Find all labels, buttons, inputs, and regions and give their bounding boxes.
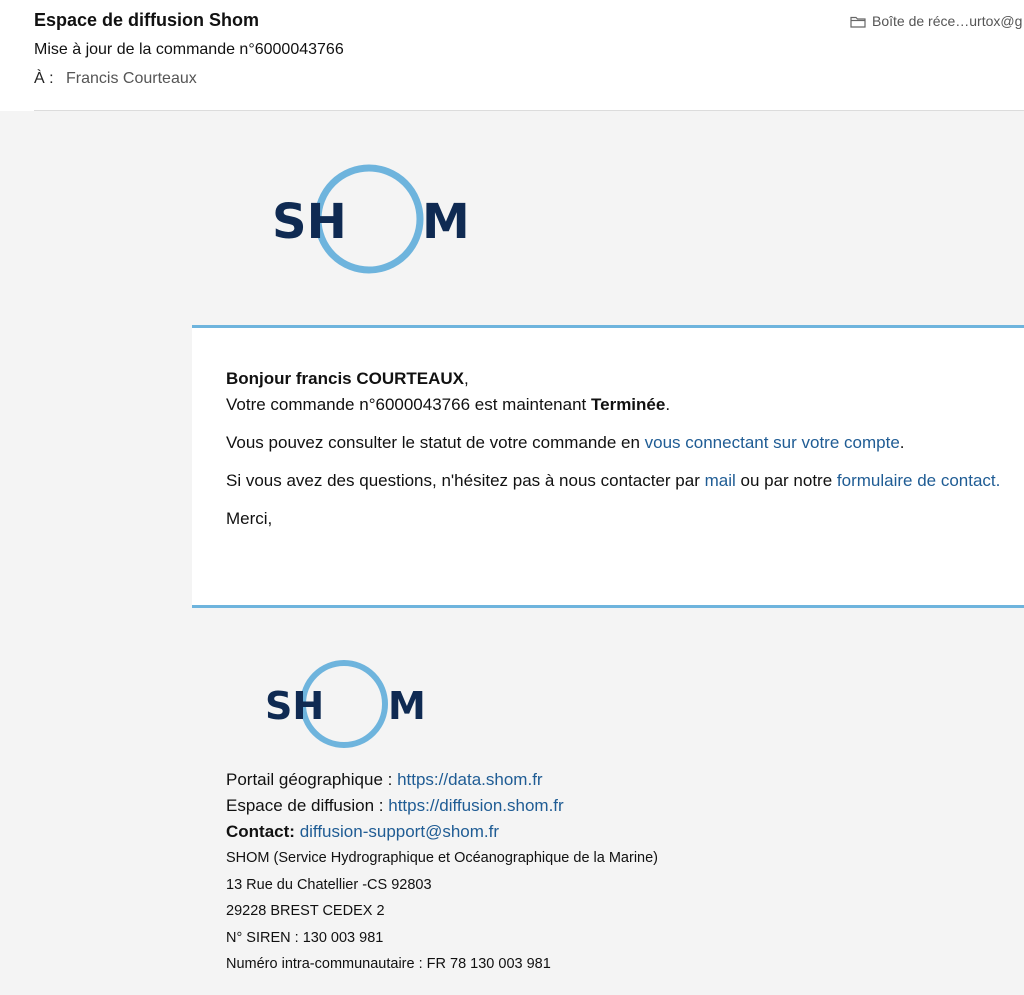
email-subject: Mise à jour de la commande n°6000043766: [34, 41, 344, 58]
contact-form-link[interactable]: formulaire de contact.: [836, 471, 1001, 490]
status-line: Votre commande n°6000043766 est maintenant Terminée.: [226, 395, 671, 414]
questions-line: Si vous avez des questions, n'hésitez pas à nous contacter par mail ou par notre formulaire de contact.: [226, 471, 1001, 490]
shom-logo-top: [272, 163, 472, 275]
greeting-name: Bonjour francis COURTEAUX: [226, 369, 465, 388]
diffusion-line: Espace de diffusion : https://diffusion.shom.fr: [226, 796, 564, 815]
signature-block: [226, 767, 986, 978]
address-line-1: 13 Rue du Chatellier -CS 92803: [226, 876, 432, 893]
vat-number: Numéro intra-communautaire : FR 78 130 003 981: [226, 956, 551, 972]
address-line-2: 29228 BREST CEDEX 2: [226, 903, 385, 919]
message-card: [192, 325, 1024, 608]
logo-text-right: M: [422, 194, 470, 250]
thanks-line: Merci,: [226, 509, 273, 528]
logo-text-right: M: [388, 684, 426, 728]
portal-line: Portail géographique : https://data.shom.fr: [226, 770, 543, 789]
sender-name: Espace de diffusion Shom: [34, 10, 260, 30]
contact-email-link[interactable]: diffusion-support@shom.fr: [299, 822, 499, 841]
shom-logo-footer: [265, 659, 430, 751]
logo-text-left: SH: [265, 684, 325, 728]
folder-icon: [850, 15, 866, 28]
account-link[interactable]: vous connectant sur votre compte: [644, 433, 900, 452]
mailbox-label: Boîte de réce…urtox@g: [872, 13, 1023, 29]
recipient-name[interactable]: Francis Courteaux: [66, 70, 197, 87]
logo-text-left: SH: [272, 194, 347, 250]
siren-number: N° SIREN : 130 003 981: [226, 929, 384, 946]
status-value: Terminée: [591, 395, 666, 414]
mail-link[interactable]: mail: [704, 471, 736, 490]
greeting-line: Bonjour francis COURTEAUX,: [226, 369, 469, 388]
to-label: À :: [34, 70, 54, 87]
recipient-row: [34, 70, 197, 88]
email-header: [0, 0, 1024, 111]
portal-link[interactable]: https://data.shom.fr: [397, 770, 543, 789]
org-name: SHOM (Service Hydrographique et Océanographique de la Marine): [226, 850, 658, 866]
mailbox-indicator[interactable]: [850, 13, 1022, 29]
consult-line: Vous pouvez consulter le statut de votre commande en vous connectant sur votre compte.: [226, 433, 905, 452]
contact-line: Contact: diffusion-support@shom.fr: [226, 822, 499, 841]
diffusion-link[interactable]: https://diffusion.shom.fr: [388, 796, 564, 815]
